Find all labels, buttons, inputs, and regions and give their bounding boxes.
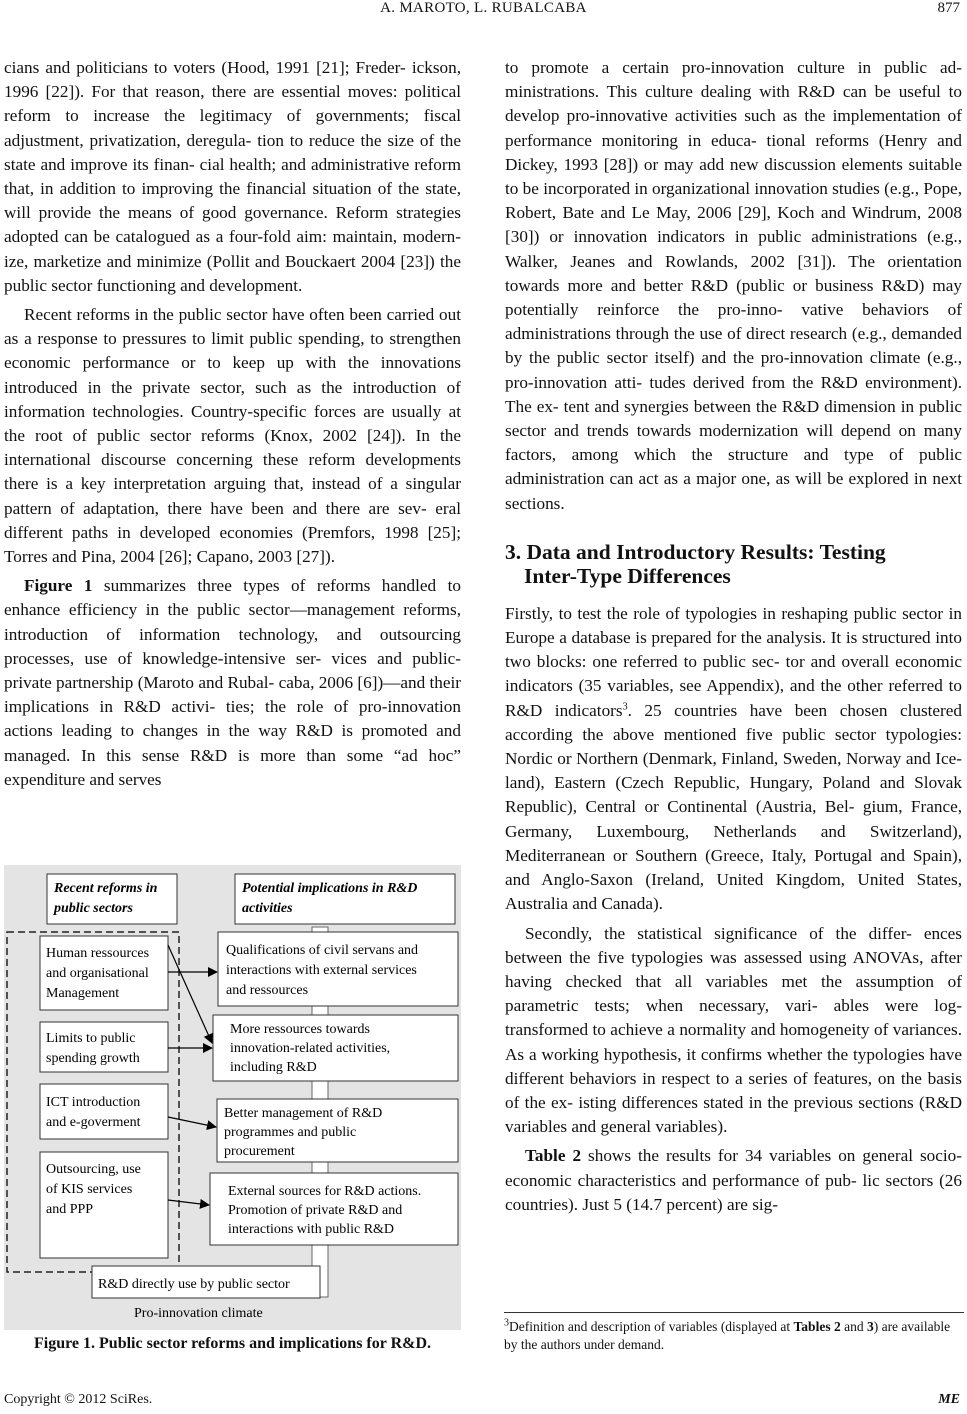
paragraph <box>505 602 962 917</box>
footnote-text: Definition and description of variables (displayed at <box>509 1319 794 1334</box>
reform-box-hr <box>40 936 168 1010</box>
implication-box-qualifications <box>218 932 458 1006</box>
box-line: and ressources <box>226 983 309 998</box>
box-line: Outsourcing, use <box>46 1162 141 1177</box>
paragraph <box>4 574 461 792</box>
paragraph-text: . 25 countries have been chosen clustered according the above mentioned five public sector typologies: Nordic or Northern (Denmark, Finland, Sweden, Norway and Ice- land), Eastern (Czech Republic, Hungary, Poland and Slovak Republic), Central or Continental (Austria, Bel- gium, France, Germany, Luxembourg, Netherlands and Switzerland), Mediterranean or Southern (Greece, Italy, Portugal and Spain), and Anglo-Saxon (Ireland, United Kingdom, United States, Australia and Canada). <box>505 700 962 914</box>
copyright: Copyright © 2012 SciRes. <box>4 1392 153 1407</box>
box-line: interactions with external services <box>226 963 417 978</box>
footnote-mark: 3 <box>504 1317 509 1329</box>
reform-box-ict <box>40 1084 168 1139</box>
table-reference[interactable]: Tables 2 <box>793 1319 841 1334</box>
paragraph-text: shows the results for 34 variables on general socio-economic characteristics and performance of pub- lic sectors (26 countries). Just 5 (14.7 percent) are sig- <box>505 1146 962 1214</box>
footnote-text: ) are available by the authors under demand. <box>504 1319 951 1352</box>
footnote <box>504 1318 962 1354</box>
box-line: procurement <box>224 1144 295 1159</box>
left-header-line: public sectors <box>54 901 133 916</box>
box-line: programmes and public <box>224 1125 357 1140</box>
page-footer <box>0 1392 967 1412</box>
page-number: 877 <box>937 0 960 16</box>
box-line: External sources for R&D actions. <box>228 1184 422 1199</box>
journal-abbrev: ME <box>938 1392 960 1407</box>
footnote-marker[interactable]: 3 <box>622 700 628 712</box>
box-line: innovation-related activities, <box>230 1041 391 1056</box>
box-line: and e-goverment <box>46 1115 141 1130</box>
right-header <box>235 874 455 924</box>
paragraph: Recent reforms in the public sector have often been carried out as a response to pressures to limit public spending, to strengthen economic performance or to keep up with the innovations introduced in the private sector, such as the introduction of information technologies. Country-specific forces are usually at the root of public sector reforms (Knox, 2002 [24]). In the international discourse concerning these reform developments there is a key interpretation arguing that, instead of a singular pattern of adaptation, there have been and there are sev- eral different paths in developed economies (Premfors, 1998 [25]; Torres and Pina, 2004 [26]; Capano, 2003 [27]). <box>4 305 461 567</box>
implication-box-management <box>217 1099 458 1162</box>
climate-label: Pro-innovation climate <box>134 1306 263 1321</box>
figure-1 <box>4 865 461 1330</box>
footnote-text: and <box>840 1319 867 1334</box>
box-line: Better management of R&D <box>224 1106 383 1121</box>
box-line: of KIS services <box>46 1182 133 1197</box>
box-line: Human ressources <box>46 946 150 961</box>
left-header <box>47 874 177 924</box>
box-line: More ressources towards <box>230 1022 370 1037</box>
running-title: A. MAROTO, L. RUBALCABA <box>380 0 587 16</box>
implication-box-external <box>210 1173 458 1245</box>
paragraph-text: summarizes three types of reforms handled to enhance efficiency in the public sector—management reforms, introduction of information technology, and outsourcing processes, use of knowledge-intensive ser- vices and public-private partnership (Maroto and Rubal- caba, 2006 [6])—and their implications in R&D activi- ties; the role of pro-innovation actions leading to changes in the way R&D is promoted and managed. In this sense R&D is more than some “ad hoc” expenditure and serves <box>4 576 461 789</box>
box-line: and PPP <box>46 1202 94 1217</box>
box-line: spending growth <box>46 1051 140 1066</box>
left-column <box>4 56 461 792</box>
section-heading-line: 3. Data and Introductory Results: Testing <box>505 539 886 564</box>
table-reference[interactable]: 3 <box>866 1319 874 1334</box>
box-line: Limits to public <box>46 1031 136 1046</box>
paragraph: cians and politicians to voters (Hood, 1991 [21]; Freder- ickson, 1996 [22]). For that reason, there are essential moves: political reform to increase the legitimacy of governments; fiscal adjustment, privatization, deregula- tion to reduce the size of the state and improve its finan- cial health; and administrative reform that, in addition to improving the financial situation of the state, will provide the means of good governance. Reform strategies adopted can be catalogued as a four-fold aim: maintain, modern- ize, marketize and minimize (Pollit and Bouckaert 2004 [23]) the public sector functioning and development. <box>4 58 461 295</box>
paragraph-text: Firstly, to test the role of typologies in reshaping public sector in Europe a database is prepared for the analysis. It is structured into two blocks: one referred to public sec- tor and overall economic indicators (35 variables, see Appendix), and the other referred to R&D indicators <box>505 603 962 720</box>
box-line: Promotion of private R&D and <box>228 1203 403 1218</box>
reform-box-outsourcing <box>40 1152 168 1258</box>
box-line: interactions with public R&D <box>228 1222 395 1237</box>
reform-box-spending <box>40 1022 168 1072</box>
right-column <box>505 56 962 1217</box>
bottom-box <box>92 1266 320 1298</box>
footnote-rule <box>504 1312 964 1313</box>
section-heading-line: Inter-Type Differences <box>524 563 731 588</box>
paragraph: to promote a certain pro-innovation culture in public ad- ministrations. This culture dealing with R&D can be useful to develop pro-innovative activities such as the implementation of performance monitoring in educa- tional reforms (Henry and Dickey, 1993 [28]) or may add new discussion elements suitable to be incorporated in organizational innovation studies (e.g., Pope, Robert, Bate and Le May, 2006 [29], Koch and Windrum, 2008 [30]) or innovation indicators in public administrations (e.g., Walker, Jeanes and Rowlands, 2002 [31]). The orientation towards more and better R&D (public or business R&D) may potentially reinforce the pro-inno- vative behaviors of administrations through the use of direct research (e.g., demanded by the public sector itself) and the pro-innovation climate (e.g., pro-innovation atti- tudes derived from the R&D environment). The ex- tent and synergies between the R&D dimension in public sector and trends towards modernization will depend on many factors, among which the structure and type of public administration can act as a major one, as will be explored in next sections. <box>505 58 962 513</box>
figure-reference[interactable]: Figure 1 <box>24 576 93 596</box>
box-line: and organisational <box>46 966 149 981</box>
box-line: ICT introduction <box>46 1095 141 1110</box>
left-header-line: Recent reforms in <box>54 881 158 896</box>
paragraph <box>505 1144 962 1217</box>
figure-caption: Figure 1. Public sector reforms and implications for R&D. <box>34 1335 431 1352</box>
right-header-line: activities <box>242 901 293 916</box>
right-header-line: Potential implications in R&D <box>242 881 418 896</box>
box-line: Qualifications of civil servans and <box>226 943 419 958</box>
paragraph: Secondly, the statistical significance of the differ- ences between the five typologies was assessed using ANOVAs, after having checked that all variables met the assumption of parametric tests; when necessary, vari- ables were log-transformed to achieve a normality and homogeneity of variances. As a working hypothesis, it confirms whether the typologies have different behaviors in respect to a series of features, on the basis of the ex- isting differences stated in the previous sections (R&D variables and general variables). <box>505 923 962 1137</box>
section-heading <box>505 540 962 588</box>
implication-box-resources <box>213 1015 458 1081</box>
table-reference[interactable]: Table 2 <box>525 1146 582 1166</box>
box-line: including R&D <box>230 1060 317 1075</box>
bottom-box-label: R&D directly use by public sector <box>98 1277 290 1292</box>
page-header <box>0 0 967 26</box>
box-line: Management <box>46 986 120 1001</box>
